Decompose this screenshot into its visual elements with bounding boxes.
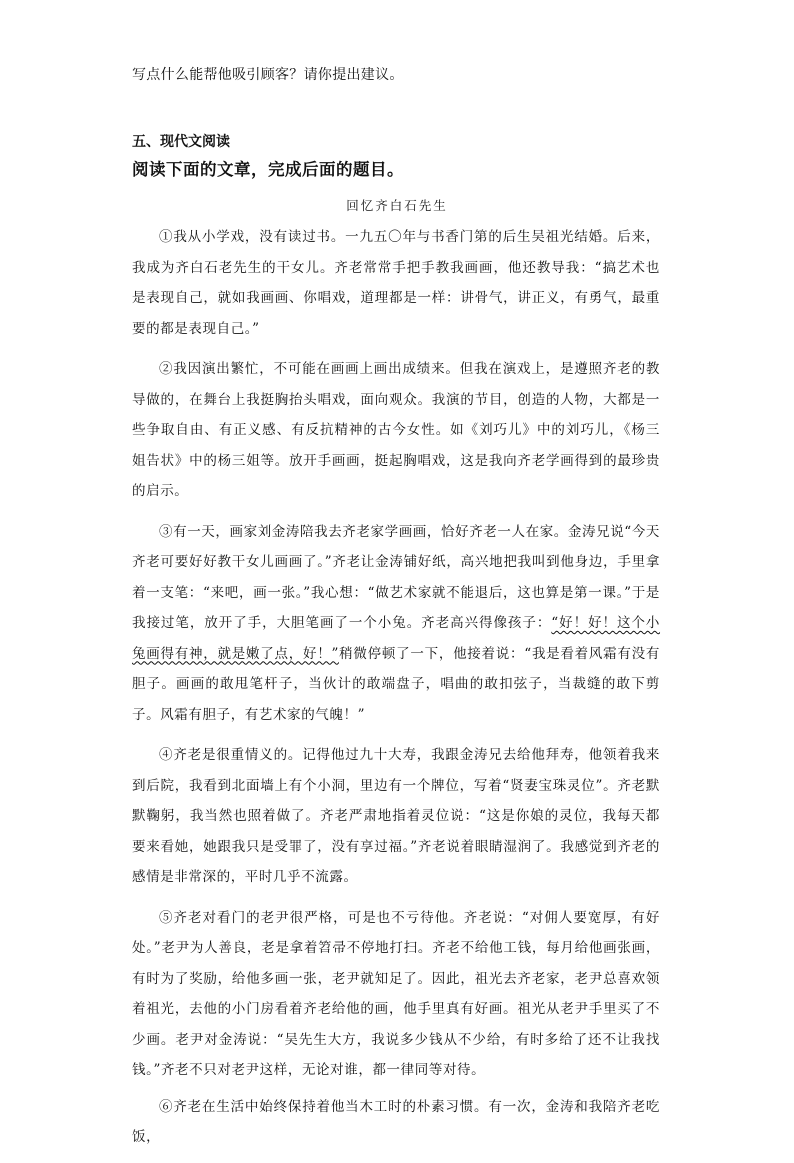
- paragraph-4: ④齐老是很重情义的。记得他过九十大寿，我跟金涛兄去给他拜寿，他领着我来到后院，我看到北面墙上有个小洞，里边有一个牌位，写着“贤妻宝珠灵位”。齐老默默鞠躬，我当然也照着做了。齐老严肃地指着灵位说：“这是你娘的灵位，我每天都要来看她，她跟我只是受罪了，没有享过福。”齐老说着眼睛湿润了。我感觉到齐老的感情是非常深的，平时几乎不流露。: [132, 747, 660, 885]
- paragraph-3-text: ③有一天，画家刘金涛陪我去齐老家学画画，恰好齐老一人在家。金涛兄说“今天齐老可要好好教干女儿画画了。”齐老让金涛铺好纸，高兴地把我叫到他身边，手里拿着一支笔：“来吧，画一张。”我心想：“做艺术家就不能退后，这也算是第一课。”于是我接过笔，放开了手，大胆笔画了一个小兔。齐老高兴得像孩子：: [132, 523, 661, 631]
- underlined-quote: “好！好！这个小兔画得有神，就是嫩了点，好！”: [132, 615, 661, 662]
- reading-instruction: 阅读下面的文章，完成后面的题目。: [132, 160, 404, 179]
- paragraph-3: [132, 517, 660, 731]
- previous-question-tail: 写点什么能帮他吸引顾客？请你提出建议。: [132, 67, 404, 83]
- paragraph-3-continuation: 稍微停顿了一下，他接着说：“我是看着风霜有没有胆子。画画的敢甩笔杆子，当伙计的敢端盘子，唱曲的敢扣弦子，当裁缝的敢下剪子。风霜有胆子，有艺术家的气魄！”: [132, 645, 661, 723]
- paragraph-6: ⑥齐老在生活中始终保持着他当木工时的朴素习惯。有一次，金涛和我陪齐老吃饭，: [132, 1098, 660, 1145]
- section-heading: 五、现代文阅读: [132, 134, 230, 150]
- paragraph-1: ①我从小学戏，没有读过书。一九五〇年与书香门第的后生吴祖光结婚。后来，我成为齐白石老先生的干女儿。齐老常常手把手教我画画，他还教导我：“搞艺术也是表现自己，就如我画画、你唱戏，道理都是一样：讲骨气，讲正义，有勇气，最重要的都是表现自己。”: [132, 229, 660, 337]
- paragraph-5: ⑤齐老对看门的老尹很严格，可是也不亏待他。齐老说：“对佣人要宽厚，有好处。”老尹为人善良，老是拿着笤帚不停地打扫。齐老不给他工钱，每月给他画张画，有时为了奖励，给他多画一张，老尹就知足了。因此，祖光去齐老家，老尹总喜欢领着祖光，去他的小门房看着齐老给他的画，他手里真有好画。祖光从老尹手里买了不少画。老尹对金涛说：“吴先生大方，我说多少钱从不少给，有时多给了还不让我找钱。”齐老不只对老尹这样，无论对谁，都一律同等对待。: [132, 909, 660, 1078]
- paragraph-2: ②我因演出繁忙，不可能在画画上画出成绩来。但我在演戏上，是遵照齐老的教导做的，在舞台上我挺胸抬头唱戏，面向观众。我演的节目，创造的人物，大都是一些争取自由、有正义感、有反抗精神的古今女性。如《刘巧儿》中的刘巧儿，《杨三姐告状》中的杨三姐等。放开手画画，挺起胸唱戏，这是我向齐老学画得到的最珍贵的启示。: [132, 361, 660, 499]
- article-title: 回忆齐白石先生: [346, 198, 448, 213]
- article-body: [132, 222, 660, 1163]
